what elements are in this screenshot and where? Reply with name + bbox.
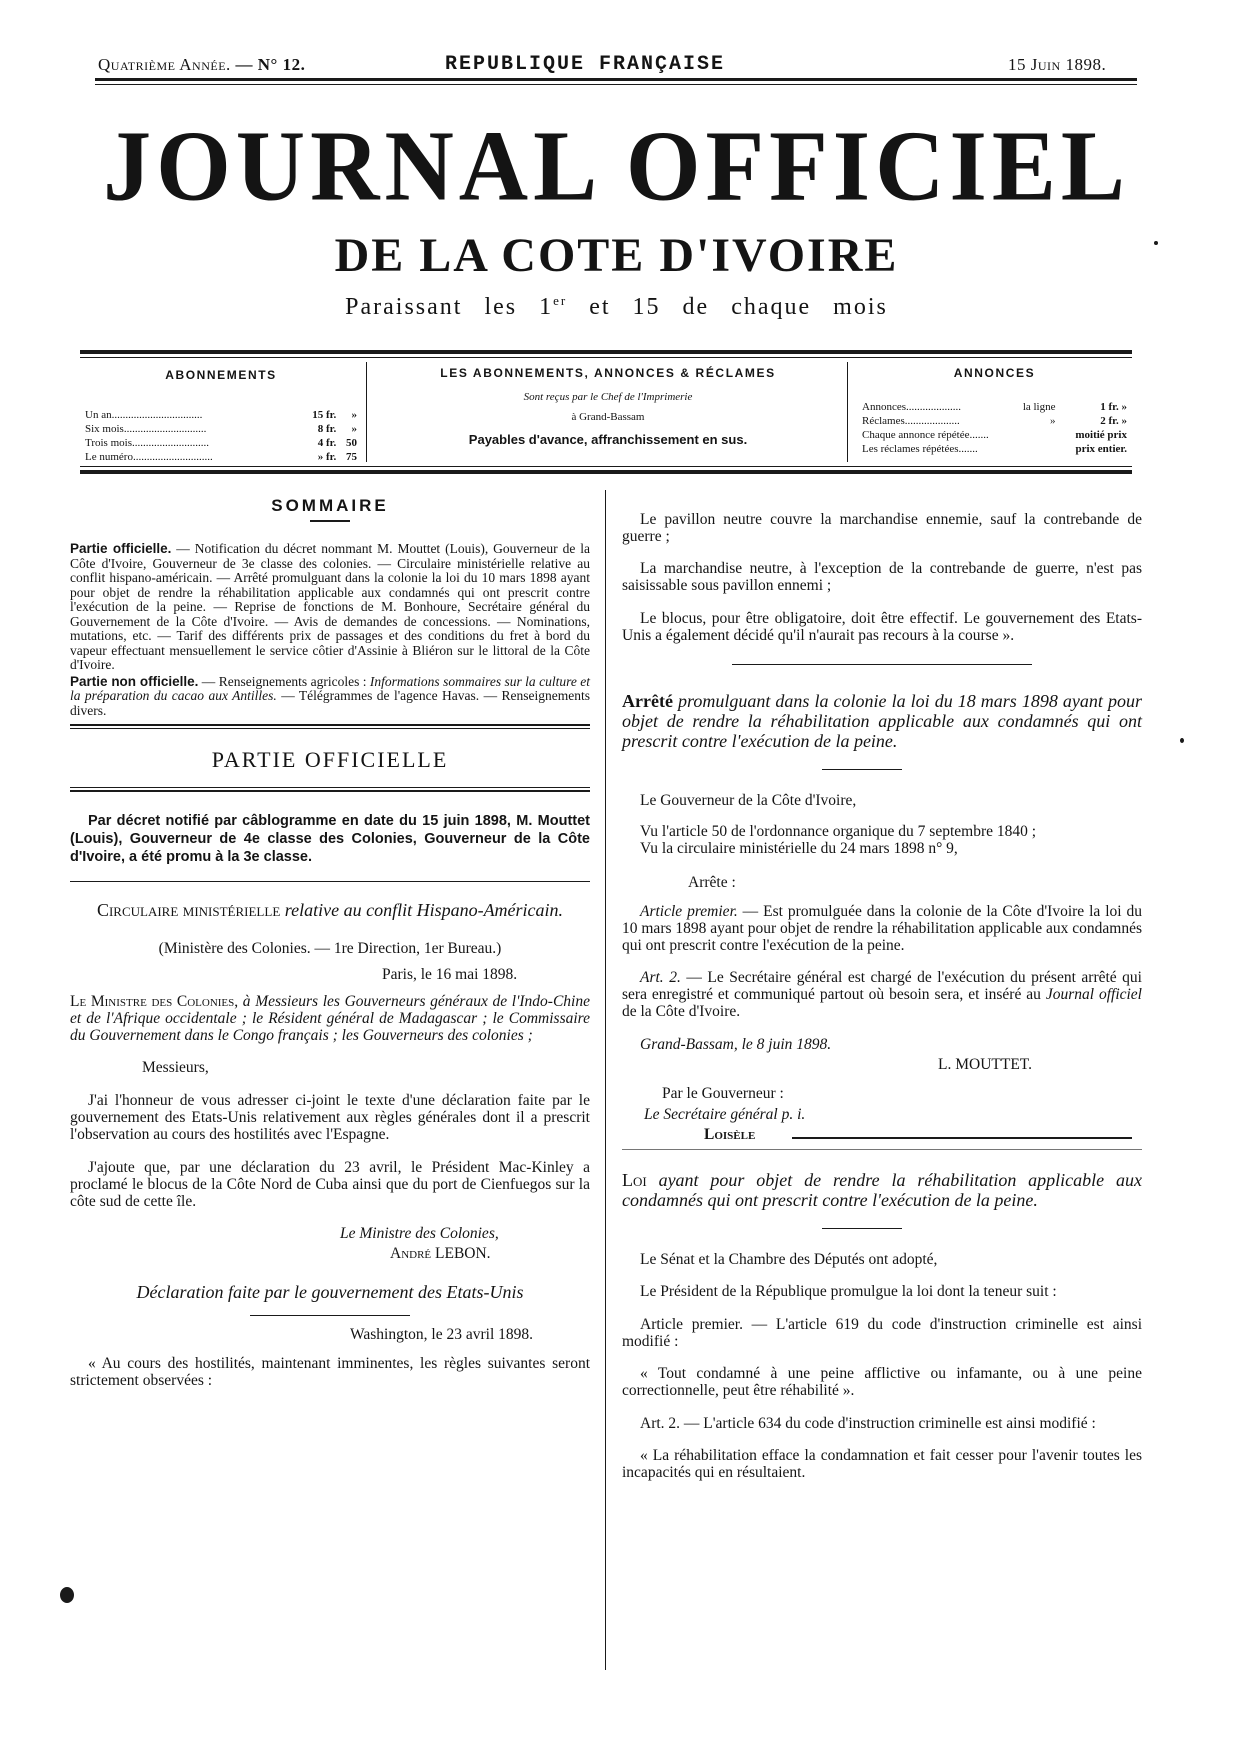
circular-salutation: Messieurs, xyxy=(142,1059,209,1076)
arrete-secretary-title: Le Secrétaire général p. i. xyxy=(644,1105,806,1123)
summary-unofficial-label: Partie non officielle. xyxy=(70,673,199,689)
reception-line-3: Payables d'avance, affranchissement en sus. xyxy=(468,432,748,447)
summary-unofficial-italic: Informations sommaires sur la culture et la préparation du cacao aux Antilles. xyxy=(70,673,590,703)
circular-signature-title: Le Ministre des Colonies, xyxy=(340,1225,499,1242)
arrete-title-italic: promulguant dans la colonie la loi du 18 mars 1898 ayant pour objet de rendre la réhabilitation applicable aux condamnés qui ont prescrit contre l'exécution de la peine. xyxy=(622,690,1142,751)
declaration-paragraph-1: « Au cours des hostilités, maintenant imminentes, les règles suivantes seront strictement observées : xyxy=(70,1355,590,1389)
frequency-sup: er xyxy=(553,293,568,308)
arrete-governor: Le Gouverneur de la Côte d'Ivoire, xyxy=(640,791,857,809)
box-top-rule-thin xyxy=(80,357,1132,358)
reception-panel xyxy=(375,366,841,447)
subscriptions-panel xyxy=(85,368,357,464)
law-title-italic: ayant pour objet de rendre la réhabilitation applicable aux condamnés qui ont prescrit contre l'exécution de la peine. xyxy=(622,1169,1142,1210)
arrete-article-1 xyxy=(622,903,1142,954)
arrete-end-rule xyxy=(792,1137,1132,1139)
circular-address-sc: Le Ministre des Colonies, xyxy=(70,992,239,1010)
subscription-price: » fr. xyxy=(317,451,337,463)
announcement-row xyxy=(862,442,1127,456)
summary-rule xyxy=(70,724,590,726)
circular-signature-name: André LEBON. xyxy=(390,1245,491,1262)
arrete-place-date: Grand-Bassam, le 8 juin 1898. xyxy=(640,1035,832,1053)
announcement-label: Annonces.................... xyxy=(862,401,961,413)
announcement-row xyxy=(862,428,1127,442)
box-top-rule xyxy=(80,350,1132,354)
declaration-rule-1: Le pavillon neutre couvre la marchandise ennemie, sauf la contrebande de guerre ; xyxy=(622,510,1142,545)
issue-number: — N° 12. xyxy=(235,55,306,74)
law-intro-2: Le Président de la République promulgue la loi dont la teneur suit : xyxy=(640,1283,1057,1300)
column-divider xyxy=(605,490,606,1670)
announcement-label: Les réclames répétées....... xyxy=(862,443,978,455)
announcement-row xyxy=(862,400,1127,414)
declaration-end-rule xyxy=(732,664,1032,665)
year-label xyxy=(98,55,305,75)
circular-place-date: Paris, le 16 mai 1898. xyxy=(382,965,518,983)
box-divider-2 xyxy=(847,362,848,462)
subscription-cents: » xyxy=(351,409,357,421)
arrete-article-2-label: Art. 2. xyxy=(640,969,681,986)
subscription-cents: » xyxy=(351,423,357,435)
arrete-article-1-label: Article premier. xyxy=(640,902,738,920)
subscription-row xyxy=(85,436,357,450)
box-bottom-rule-thin xyxy=(80,466,1132,467)
circular-address-italic: à Messieurs les Gouverneurs généraux de l'Indo-Chine et de l'Afrique occidentale ; le Résident général de Madagascar ; le Commissaire du Gouvernement dans le Congo français ; les Gouverneurs des colonies ; xyxy=(70,992,590,1044)
subscription-row xyxy=(85,408,357,422)
announcement-price: 1 fr. xyxy=(1100,401,1119,413)
arrete-signature: L. MOUTTET. xyxy=(938,1055,1032,1073)
subscription-label: Six mois.............................. xyxy=(85,423,207,435)
announcements-list xyxy=(862,400,1127,456)
circular-ministry: (Ministère des Colonies. — 1re Direction, 1er Bureau.) xyxy=(158,939,502,957)
summary-heading-rule xyxy=(310,520,350,522)
summary-official xyxy=(70,542,590,673)
republic-label: REPUBLIQUE FRANÇAISE xyxy=(445,53,726,76)
frequency-post: et 15 de chaque mois xyxy=(589,294,888,320)
announcement-price: moitié prix xyxy=(1075,429,1127,441)
right-column xyxy=(622,495,1142,1497)
arrete-article-2-text-1: — Le Secrétaire général est chargé de l'exécution du présent arrêté qui sera enregistré et communiqué partout où besoin sera, et inséré au xyxy=(622,969,1142,1003)
announcement-label: Chaque annonce répétée....... xyxy=(862,429,989,441)
arrete-end-rule-2 xyxy=(622,1149,1142,1150)
issue-date: 15 Juin 1898. xyxy=(1008,55,1107,74)
arrete-article-2-italic: Journal officiel xyxy=(1045,986,1142,1003)
law-article-1: Article premier. — L'article 619 du code d'instruction criminelle est ainsi modifié : xyxy=(622,1315,1142,1350)
subscriptions-list xyxy=(85,408,357,464)
law-title-rule xyxy=(822,1228,902,1229)
subscriptions-heading: ABONNEMENTS xyxy=(165,368,277,382)
declaration-place-date: Washington, le 23 avril 1898. xyxy=(350,1326,534,1343)
publication-frequency xyxy=(0,293,1233,321)
law-article-2: Art. 2. — L'article 634 du code d'instruction criminelle est ainsi modifié : xyxy=(640,1414,1096,1432)
announcement-unit xyxy=(1014,428,1056,442)
law-title-sc: Loi xyxy=(622,1169,647,1190)
declaration-rule-3: Le blocus, pour être obligatoire, doit être effectif. Le gouvernement des Etats-Unis a également décidé qu'il n'aurait pas recours à la course ». xyxy=(622,609,1142,644)
announcement-price: prix entier. xyxy=(1075,443,1127,455)
decree-notice: Par décret notifié par câblogramme en date du 15 juin 1898, M. Mouttet (Louis), Gouverneur de 4e classe des Colonies, Gouverneur de la Côte d'Ivoire, a été promu à la 3e classe. xyxy=(70,813,590,865)
arrete-title-rule xyxy=(822,769,902,770)
subscription-cents: 75 xyxy=(346,451,357,463)
announcement-cents: » xyxy=(1121,415,1127,427)
ink-dot-1 xyxy=(1154,241,1158,245)
journal-title: JOURNAL OFFICIEL xyxy=(103,109,1130,222)
arrete-visa-1: Vu l'article 50 de l'ordonnance organique du 7 septembre 1840 ; xyxy=(640,822,1037,840)
reception-heading: LES ABONNEMENTS, ANNONCES & RÉCLAMES xyxy=(440,366,776,380)
declaration-rule-2: La marchandise neutre, à l'exception de la contrebande de guerre, n'est pas saisissable sous pavillon ennemi ; xyxy=(622,560,1142,594)
arrete-article-2 xyxy=(622,969,1142,1020)
announcement-unit: la ligne xyxy=(1022,401,1056,413)
box-bottom-rule xyxy=(80,470,1132,474)
left-column xyxy=(70,496,590,1405)
circular-paragraph-2: J'ajoute que, par une déclaration du 23 avril, le Président Mac-Kinley a proclamé le blocus de la Côte Nord de Cuba ainsi que du port de Cienfuegos sur la côte sud de cette île. xyxy=(70,1158,590,1210)
law-article-2-quote: « La réhabilitation efface la condamnation et fait cesser pour l'avenir toutes les incapacités qui en résultaient. xyxy=(622,1447,1142,1481)
frequency-pre: Paraissant les 1 xyxy=(345,294,554,320)
reception-line-2: à Grand-Bassam xyxy=(571,411,645,423)
arrete-by-governor: Par le Gouverneur : xyxy=(662,1084,784,1102)
arrete-title-bold: Arrêté xyxy=(622,690,673,711)
subscription-price: 8 fr. xyxy=(317,423,337,435)
arrete-title xyxy=(622,691,1142,751)
arrete-decides: Arrête : xyxy=(688,873,736,891)
announcement-unit: » xyxy=(1050,415,1056,427)
subscription-label: Trois mois............................ xyxy=(85,437,209,449)
announcement-cents: » xyxy=(1121,401,1127,413)
summary-official-label: Partie officielle. xyxy=(70,541,172,556)
announcement-price: 2 fr. xyxy=(1100,415,1119,427)
official-part-rule xyxy=(70,787,590,788)
reception-line-1: Sont reçus par le Chef de l'Imprimerie xyxy=(523,391,693,403)
arrete-visa-2: Vu la circulaire ministérielle du 24 mars 1898 n° 9, xyxy=(640,839,958,857)
arrete-secretary-name: Loisèle xyxy=(704,1125,756,1143)
announcement-unit xyxy=(1014,442,1056,456)
announcement-label: Réclames.................... xyxy=(862,415,960,427)
summary-official-text: — Notification du décret nommant M. Mouttet (Louis), Gouverneur de la Côte d'Ivoire, Gouverneur de 3e classe des colonies. — Circulaire ministérielle relative au conflit hispano-américain. — Arrêté promulguant dans la colonie la loi du 10 mars 1898 ayant pour objet de rendre la réhabilitation applicable aux condamnés qui ont prescrit contre l'exécution de la peine. — Reprise de fonctions de M. Bonhoure, Secrétaire général du Gouvernement de la Côte d'Ivoire. — Avis de demandes de concessions. — Nominations, mutations, etc. — Tarif des différents prix de passages et des conditions du fret à bord du vapeur effectuant mensuellement le service côtier d'Assinie à Bliéron sur le littoral de la Côte d'Ivoire. xyxy=(70,541,590,672)
arrete-article-2-text-2: de la Côte d'Ivoire. xyxy=(622,1003,741,1020)
summary-rule-thin xyxy=(70,728,590,729)
decree-rule xyxy=(70,881,590,882)
arrete-article-1-text: — Est promulguée dans la colonie de la Côte d'Ivoire la loi du 10 mars 1898 ayant pour objet de rendre la réhabilitation applicable aux condamnés qui ont prescrit contre l'exécution de la peine. xyxy=(622,902,1142,954)
subscription-price: 15 fr. xyxy=(312,409,337,421)
subscription-label: Un an................................. xyxy=(85,409,203,421)
announcements-heading: ANNONCES xyxy=(953,366,1036,380)
journal-subtitle: DE LA COTE D'IVOIRE xyxy=(334,229,899,282)
circular-title-italic: relative au conflit Hispano-Américain. xyxy=(280,899,564,920)
official-part-rule-2 xyxy=(70,790,590,792)
summary-unofficial xyxy=(70,675,590,719)
summary-unofficial-text-2: — Télégrammes de l'agence Havas. — Renseignements divers. xyxy=(70,688,590,718)
ink-dot-2 xyxy=(1180,738,1184,743)
ink-blot xyxy=(60,1587,74,1603)
announcements-panel xyxy=(862,366,1127,456)
year-text: Quatrième Année. xyxy=(98,55,231,74)
law-title xyxy=(622,1170,1142,1210)
masthead-rule xyxy=(95,78,1137,81)
circular-title-sc: Circulaire ministérielle xyxy=(96,899,281,920)
circular-paragraph-1: J'ai l'honneur de vous adresser ci-joint le texte d'une déclaration faite par le gouvernement des Etats-Unis relativement aux règles générales dont il a prescrit l'observation au cours des hostilités avec l'Espagne. xyxy=(70,1092,590,1143)
official-part-heading: PARTIE OFFICIELLE xyxy=(211,747,449,772)
circular-address xyxy=(70,993,590,1044)
summary-unofficial-text-1: — Renseignements agricoles : xyxy=(198,673,370,689)
subscription-price: 4 fr. xyxy=(317,437,337,449)
summary-heading: SOMMAIRE xyxy=(271,496,389,515)
subscription-label: Le numéro............................. xyxy=(85,451,213,463)
subscription-row xyxy=(85,450,357,464)
masthead-rule-thin xyxy=(95,84,1137,85)
law-intro-1: Le Sénat et la Chambre des Députés ont adopté, xyxy=(640,1250,938,1268)
circular-title xyxy=(70,900,590,920)
subscription-row xyxy=(85,422,357,436)
announcement-row xyxy=(862,414,1127,428)
declaration-title: Déclaration faite par le gouvernement des Etats-Unis xyxy=(136,1282,524,1302)
law-article-1-quote: « Tout condamné à une peine afflictive ou infamante, ou à une peine correctionnelle, peut être réhabilité ». xyxy=(622,1365,1142,1399)
box-divider-1 xyxy=(366,362,367,462)
subscription-cents: 50 xyxy=(346,437,357,449)
declaration-rule xyxy=(250,1315,410,1316)
